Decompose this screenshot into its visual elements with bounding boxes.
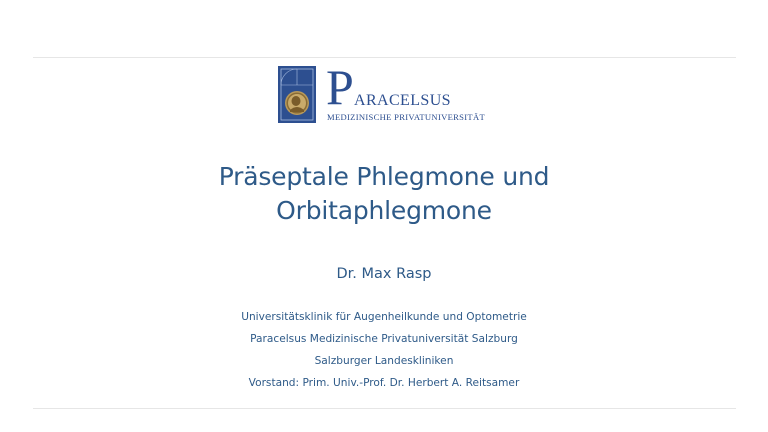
title-line-1: Präseptale Phlegmone und — [218, 162, 550, 191]
affiliation-line: Universitätsklinik für Augenheilkunde und Optometrie — [241, 311, 527, 323]
affiliations-block — [0, 306, 768, 394]
bottom-divider — [33, 408, 736, 409]
medal-emblem-icon — [278, 66, 316, 123]
affiliation-line: Vorstand: Prim. Univ.-Prof. Dr. Herbert A. Reitsamer — [248, 377, 520, 389]
author-name: Dr. Max Rasp — [336, 266, 432, 282]
affiliation-line: Salzburger Landeskliniken — [314, 355, 454, 367]
logo-wordmark: ARACELSUS — [354, 92, 451, 109]
paracelsus-logo — [278, 59, 493, 126]
logo-subtitle: MEDIZINISCHE PRIVATUNIVERSITÄT — [327, 112, 486, 122]
title-line-2: Orbitaphlegmone — [276, 196, 492, 225]
affiliation-line: Paracelsus Medizinische Privatuniversität Salzburg — [250, 333, 518, 345]
top-divider — [33, 57, 736, 58]
slide-title — [0, 160, 768, 228]
logo-initial: P — [326, 59, 354, 115]
